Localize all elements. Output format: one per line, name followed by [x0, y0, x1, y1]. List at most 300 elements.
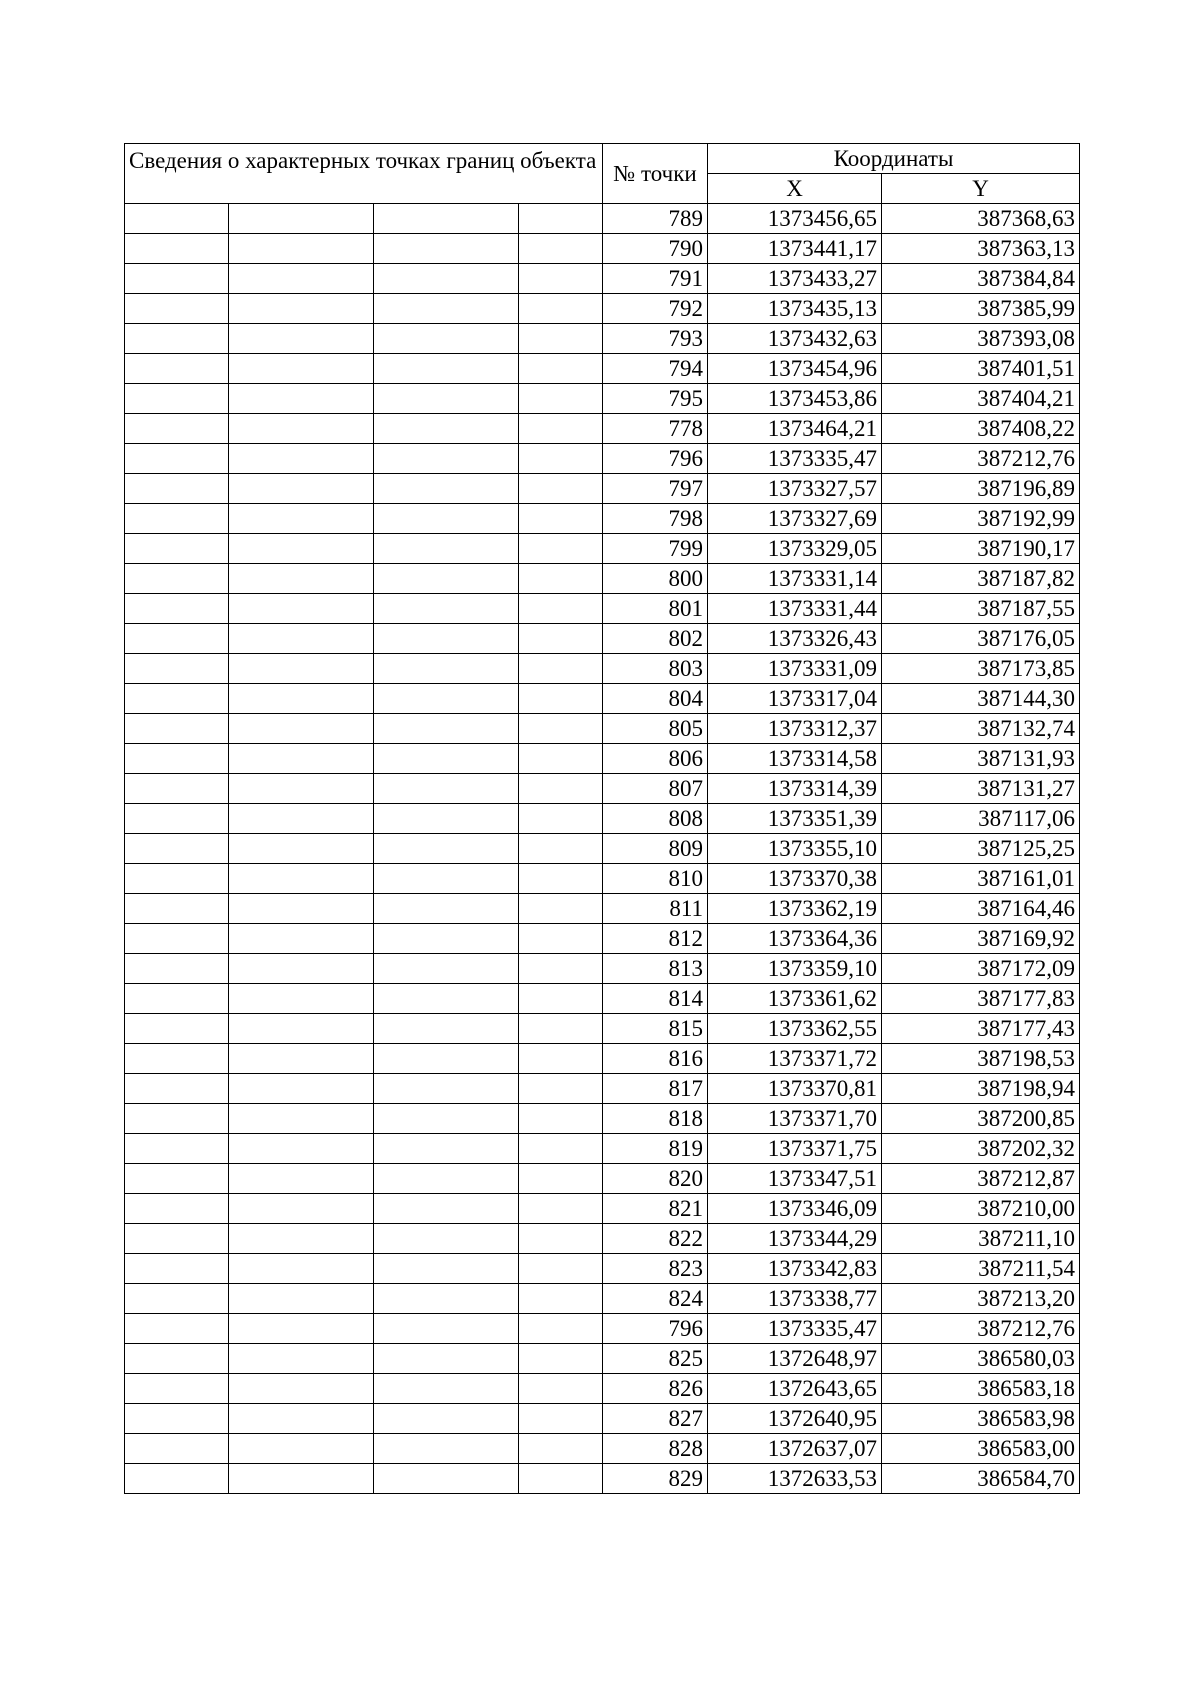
empty-cell: [229, 1044, 374, 1074]
y-coordinate-cell: 387404,21: [882, 384, 1080, 414]
point-number-cell: 813: [603, 954, 708, 984]
point-number-cell: 805: [603, 714, 708, 744]
table-row: [125, 1314, 1080, 1344]
point-number-cell: 796: [603, 1314, 708, 1344]
point-number-cell: 811: [603, 894, 708, 924]
empty-cell: [229, 1164, 374, 1194]
empty-cell: [519, 654, 603, 684]
empty-cell: [519, 504, 603, 534]
empty-cell: [125, 864, 229, 894]
empty-cell: [229, 894, 374, 924]
header-x: X: [708, 174, 882, 204]
empty-cell: [229, 624, 374, 654]
empty-cell: [229, 684, 374, 714]
empty-cell: [125, 1434, 229, 1464]
y-coordinate-cell: 387401,51: [882, 354, 1080, 384]
empty-cell: [229, 264, 374, 294]
empty-cell: [229, 1194, 374, 1224]
y-coordinate-cell: 387408,22: [882, 414, 1080, 444]
empty-cell: [374, 324, 519, 354]
table-row: [125, 1284, 1080, 1314]
empty-cell: [519, 744, 603, 774]
empty-cell: [519, 1194, 603, 1224]
empty-cell: [519, 444, 603, 474]
table-row: [125, 894, 1080, 924]
x-coordinate-cell: 1373331,44: [708, 594, 882, 624]
point-number-cell: 829: [603, 1464, 708, 1494]
empty-cell: [519, 354, 603, 384]
empty-cell: [229, 1224, 374, 1254]
point-number-cell: 818: [603, 1104, 708, 1134]
x-coordinate-cell: 1373327,69: [708, 504, 882, 534]
y-coordinate-cell: 387161,01: [882, 864, 1080, 894]
table-row: [125, 924, 1080, 954]
point-number-cell: 823: [603, 1254, 708, 1284]
empty-cell: [374, 714, 519, 744]
table-row: [125, 804, 1080, 834]
point-number-cell: 822: [603, 1224, 708, 1254]
empty-cell: [125, 714, 229, 744]
header-y: Y: [882, 174, 1080, 204]
empty-cell: [125, 1284, 229, 1314]
empty-cell: [125, 1404, 229, 1434]
table-row: [125, 864, 1080, 894]
empty-cell: [519, 1344, 603, 1374]
empty-cell: [519, 1164, 603, 1194]
empty-cell: [125, 1014, 229, 1044]
empty-cell: [125, 504, 229, 534]
empty-cell: [125, 594, 229, 624]
empty-cell: [519, 1284, 603, 1314]
empty-cell: [229, 924, 374, 954]
empty-cell: [229, 534, 374, 564]
empty-cell: [374, 954, 519, 984]
empty-cell: [519, 1074, 603, 1104]
point-number-cell: 778: [603, 414, 708, 444]
x-coordinate-cell: 1373433,27: [708, 264, 882, 294]
table-row: [125, 1254, 1080, 1284]
empty-cell: [519, 234, 603, 264]
x-coordinate-cell: 1373329,05: [708, 534, 882, 564]
empty-cell: [125, 294, 229, 324]
empty-cell: [374, 204, 519, 234]
x-coordinate-cell: 1373338,77: [708, 1284, 882, 1314]
x-coordinate-cell: 1373454,96: [708, 354, 882, 384]
empty-cell: [374, 804, 519, 834]
empty-cell: [229, 1374, 374, 1404]
y-coordinate-cell: 387177,43: [882, 1014, 1080, 1044]
y-coordinate-cell: 387131,27: [882, 774, 1080, 804]
table-row: [125, 384, 1080, 414]
empty-cell: [374, 1374, 519, 1404]
table-row: [125, 534, 1080, 564]
empty-cell: [229, 234, 374, 264]
empty-cell: [374, 1224, 519, 1254]
y-coordinate-cell: 387212,76: [882, 1314, 1080, 1344]
empty-cell: [519, 474, 603, 504]
x-coordinate-cell: 1373370,38: [708, 864, 882, 894]
y-coordinate-cell: 387173,85: [882, 654, 1080, 684]
y-coordinate-cell: 387192,99: [882, 504, 1080, 534]
empty-cell: [229, 1434, 374, 1464]
empty-cell: [374, 414, 519, 444]
table-row: [125, 594, 1080, 624]
empty-cell: [125, 324, 229, 354]
empty-cell: [374, 1344, 519, 1374]
empty-cell: [229, 714, 374, 744]
y-coordinate-cell: 386583,18: [882, 1374, 1080, 1404]
y-coordinate-cell: 387176,05: [882, 624, 1080, 654]
point-number-cell: 808: [603, 804, 708, 834]
empty-cell: [519, 894, 603, 924]
empty-cell: [125, 474, 229, 504]
empty-cell: [519, 1224, 603, 1254]
empty-cell: [519, 864, 603, 894]
empty-cell: [519, 834, 603, 864]
y-coordinate-cell: 387198,53: [882, 1044, 1080, 1074]
empty-cell: [229, 1314, 374, 1344]
empty-cell: [125, 834, 229, 864]
empty-cell: [125, 774, 229, 804]
empty-cell: [125, 654, 229, 684]
empty-cell: [229, 1404, 374, 1434]
y-coordinate-cell: 387212,76: [882, 444, 1080, 474]
x-coordinate-cell: 1373331,14: [708, 564, 882, 594]
y-coordinate-cell: 387211,54: [882, 1254, 1080, 1284]
empty-cell: [519, 924, 603, 954]
empty-cell: [519, 1044, 603, 1074]
table-row: [125, 1194, 1080, 1224]
empty-cell: [374, 1164, 519, 1194]
empty-cell: [229, 774, 374, 804]
y-coordinate-cell: 386580,03: [882, 1344, 1080, 1374]
point-number-cell: 801: [603, 594, 708, 624]
x-coordinate-cell: 1373344,29: [708, 1224, 882, 1254]
table-row: [125, 324, 1080, 354]
point-number-cell: 794: [603, 354, 708, 384]
empty-cell: [374, 1014, 519, 1044]
table-row: [125, 1104, 1080, 1134]
table-row: [125, 624, 1080, 654]
empty-cell: [374, 1254, 519, 1284]
y-coordinate-cell: 387210,00: [882, 1194, 1080, 1224]
empty-cell: [374, 234, 519, 264]
point-number-cell: 812: [603, 924, 708, 954]
x-coordinate-cell: 1372648,97: [708, 1344, 882, 1374]
empty-cell: [374, 564, 519, 594]
empty-cell: [374, 774, 519, 804]
empty-cell: [229, 984, 374, 1014]
x-coordinate-cell: 1373346,09: [708, 1194, 882, 1224]
empty-cell: [374, 1314, 519, 1344]
empty-cell: [229, 1134, 374, 1164]
empty-cell: [519, 624, 603, 654]
x-coordinate-cell: 1373314,58: [708, 744, 882, 774]
point-number-cell: 789: [603, 204, 708, 234]
empty-cell: [519, 1374, 603, 1404]
empty-cell: [125, 684, 229, 714]
x-coordinate-cell: 1372643,65: [708, 1374, 882, 1404]
empty-cell: [374, 1044, 519, 1074]
empty-cell: [519, 984, 603, 1014]
table-row: [125, 1134, 1080, 1164]
y-coordinate-cell: 387164,46: [882, 894, 1080, 924]
x-coordinate-cell: 1373456,65: [708, 204, 882, 234]
empty-cell: [125, 1044, 229, 1074]
empty-cell: [125, 1314, 229, 1344]
empty-cell: [229, 414, 374, 444]
x-coordinate-cell: 1372640,95: [708, 1404, 882, 1434]
x-coordinate-cell: 1373335,47: [708, 1314, 882, 1344]
empty-cell: [229, 864, 374, 894]
empty-cell: [374, 1194, 519, 1224]
y-coordinate-cell: 386584,70: [882, 1464, 1080, 1494]
table-row: [125, 834, 1080, 864]
empty-cell: [374, 834, 519, 864]
empty-cell: [519, 714, 603, 744]
empty-cell: [125, 984, 229, 1014]
y-coordinate-cell: 387117,06: [882, 804, 1080, 834]
empty-cell: [229, 1284, 374, 1314]
table-row: [125, 1464, 1080, 1494]
y-coordinate-cell: 387384,84: [882, 264, 1080, 294]
empty-cell: [519, 414, 603, 444]
empty-cell: [125, 924, 229, 954]
empty-cell: [125, 804, 229, 834]
empty-cell: [229, 294, 374, 324]
empty-cell: [125, 954, 229, 984]
point-number-cell: 814: [603, 984, 708, 1014]
empty-cell: [519, 594, 603, 624]
empty-cell: [374, 1434, 519, 1464]
empty-cell: [229, 1464, 374, 1494]
x-coordinate-cell: 1373464,21: [708, 414, 882, 444]
point-number-cell: 804: [603, 684, 708, 714]
empty-cell: [519, 804, 603, 834]
empty-cell: [125, 414, 229, 444]
point-number-cell: 800: [603, 564, 708, 594]
table-row: [125, 714, 1080, 744]
x-coordinate-cell: 1373432,63: [708, 324, 882, 354]
empty-cell: [125, 1344, 229, 1374]
point-number-cell: 809: [603, 834, 708, 864]
empty-cell: [374, 264, 519, 294]
point-number-cell: 819: [603, 1134, 708, 1164]
empty-cell: [229, 384, 374, 414]
table-row: [125, 474, 1080, 504]
x-coordinate-cell: 1373327,57: [708, 474, 882, 504]
empty-cell: [125, 1254, 229, 1284]
x-coordinate-cell: 1373364,36: [708, 924, 882, 954]
point-number-cell: 828: [603, 1434, 708, 1464]
point-number-cell: 826: [603, 1374, 708, 1404]
point-number-cell: 806: [603, 744, 708, 774]
empty-cell: [519, 774, 603, 804]
x-coordinate-cell: 1373362,55: [708, 1014, 882, 1044]
empty-cell: [374, 1284, 519, 1314]
empty-cell: [374, 594, 519, 624]
x-coordinate-cell: 1373347,51: [708, 1164, 882, 1194]
y-coordinate-cell: 387196,89: [882, 474, 1080, 504]
empty-cell: [519, 534, 603, 564]
empty-cell: [374, 654, 519, 684]
empty-cell: [519, 384, 603, 414]
empty-cell: [229, 1344, 374, 1374]
empty-cell: [229, 324, 374, 354]
point-number-cell: 817: [603, 1074, 708, 1104]
empty-cell: [374, 1104, 519, 1134]
point-number-cell: 795: [603, 384, 708, 414]
empty-cell: [519, 684, 603, 714]
x-coordinate-cell: 1373351,39: [708, 804, 882, 834]
x-coordinate-cell: 1372633,53: [708, 1464, 882, 1494]
empty-cell: [374, 354, 519, 384]
header-boundary-info: Сведения о характерных точках границ объекта: [125, 144, 603, 204]
empty-cell: [125, 234, 229, 264]
empty-cell: [374, 1074, 519, 1104]
empty-cell: [229, 354, 374, 384]
empty-cell: [229, 1074, 374, 1104]
table-row: [125, 444, 1080, 474]
point-number-cell: 799: [603, 534, 708, 564]
y-coordinate-cell: 386583,00: [882, 1434, 1080, 1464]
empty-cell: [519, 1404, 603, 1434]
x-coordinate-cell: 1372637,07: [708, 1434, 882, 1464]
point-number-cell: 797: [603, 474, 708, 504]
point-number-cell: 796: [603, 444, 708, 474]
table-row: [125, 1164, 1080, 1194]
empty-cell: [374, 1464, 519, 1494]
point-number-cell: 807: [603, 774, 708, 804]
y-coordinate-cell: 387177,83: [882, 984, 1080, 1014]
empty-cell: [125, 1464, 229, 1494]
empty-cell: [374, 984, 519, 1014]
empty-cell: [519, 324, 603, 354]
empty-cell: [229, 444, 374, 474]
x-coordinate-cell: 1373314,39: [708, 774, 882, 804]
empty-cell: [229, 474, 374, 504]
y-coordinate-cell: 387198,94: [882, 1074, 1080, 1104]
empty-cell: [125, 1194, 229, 1224]
empty-cell: [125, 894, 229, 924]
table-row: [125, 1014, 1080, 1044]
empty-cell: [125, 1164, 229, 1194]
table-row: [125, 294, 1080, 324]
y-coordinate-cell: 387200,85: [882, 1104, 1080, 1134]
empty-cell: [125, 444, 229, 474]
y-coordinate-cell: 387190,17: [882, 534, 1080, 564]
empty-cell: [125, 384, 229, 414]
point-number-cell: 825: [603, 1344, 708, 1374]
empty-cell: [229, 204, 374, 234]
coordinates-table: [124, 143, 1080, 1494]
empty-cell: [374, 384, 519, 414]
empty-cell: [125, 264, 229, 294]
x-coordinate-cell: 1373362,19: [708, 894, 882, 924]
empty-cell: [519, 954, 603, 984]
x-coordinate-cell: 1373331,09: [708, 654, 882, 684]
empty-cell: [125, 534, 229, 564]
table-row: [125, 1434, 1080, 1464]
x-coordinate-cell: 1373371,75: [708, 1134, 882, 1164]
header-row-1: [125, 144, 1080, 174]
y-coordinate-cell: 387187,82: [882, 564, 1080, 594]
empty-cell: [374, 924, 519, 954]
empty-cell: [519, 204, 603, 234]
x-coordinate-cell: 1373441,17: [708, 234, 882, 264]
y-coordinate-cell: 387172,09: [882, 954, 1080, 984]
y-coordinate-cell: 387202,32: [882, 1134, 1080, 1164]
table-row: [125, 504, 1080, 534]
empty-cell: [229, 564, 374, 594]
table-row: [125, 414, 1080, 444]
y-coordinate-cell: 387211,10: [882, 1224, 1080, 1254]
empty-cell: [125, 624, 229, 654]
y-coordinate-cell: 387132,74: [882, 714, 1080, 744]
table-row: [125, 354, 1080, 384]
empty-cell: [519, 294, 603, 324]
x-coordinate-cell: 1373355,10: [708, 834, 882, 864]
empty-cell: [519, 1434, 603, 1464]
empty-cell: [229, 834, 374, 864]
empty-cell: [374, 474, 519, 504]
table-row: [125, 654, 1080, 684]
point-number-cell: 810: [603, 864, 708, 894]
x-coordinate-cell: 1373370,81: [708, 1074, 882, 1104]
empty-cell: [519, 1014, 603, 1044]
point-number-cell: 791: [603, 264, 708, 294]
header-coordinates: Координаты: [708, 144, 1080, 174]
table-row: [125, 204, 1080, 234]
point-number-cell: 821: [603, 1194, 708, 1224]
point-number-cell: 798: [603, 504, 708, 534]
empty-cell: [519, 1464, 603, 1494]
empty-cell: [374, 624, 519, 654]
empty-cell: [125, 1224, 229, 1254]
empty-cell: [374, 504, 519, 534]
empty-cell: [374, 444, 519, 474]
x-coordinate-cell: 1373359,10: [708, 954, 882, 984]
point-number-cell: 790: [603, 234, 708, 264]
empty-cell: [229, 744, 374, 774]
table-row: [125, 564, 1080, 594]
y-coordinate-cell: 387393,08: [882, 324, 1080, 354]
empty-cell: [229, 504, 374, 534]
y-coordinate-cell: 387363,13: [882, 234, 1080, 264]
x-coordinate-cell: 1373371,70: [708, 1104, 882, 1134]
x-coordinate-cell: 1373312,37: [708, 714, 882, 744]
table-row: [125, 1224, 1080, 1254]
table-row: [125, 1404, 1080, 1434]
empty-cell: [125, 564, 229, 594]
empty-cell: [374, 894, 519, 924]
empty-cell: [519, 564, 603, 594]
empty-cell: [229, 1254, 374, 1284]
point-number-cell: 803: [603, 654, 708, 684]
table-row: [125, 684, 1080, 714]
x-coordinate-cell: 1373342,83: [708, 1254, 882, 1284]
x-coordinate-cell: 1373361,62: [708, 984, 882, 1014]
empty-cell: [229, 594, 374, 624]
x-coordinate-cell: 1373453,86: [708, 384, 882, 414]
point-number-cell: 820: [603, 1164, 708, 1194]
y-coordinate-cell: 387368,63: [882, 204, 1080, 234]
point-number-cell: 792: [603, 294, 708, 324]
x-coordinate-cell: 1373435,13: [708, 294, 882, 324]
table-body: [125, 204, 1080, 1494]
y-coordinate-cell: 387144,30: [882, 684, 1080, 714]
table-row: [125, 234, 1080, 264]
